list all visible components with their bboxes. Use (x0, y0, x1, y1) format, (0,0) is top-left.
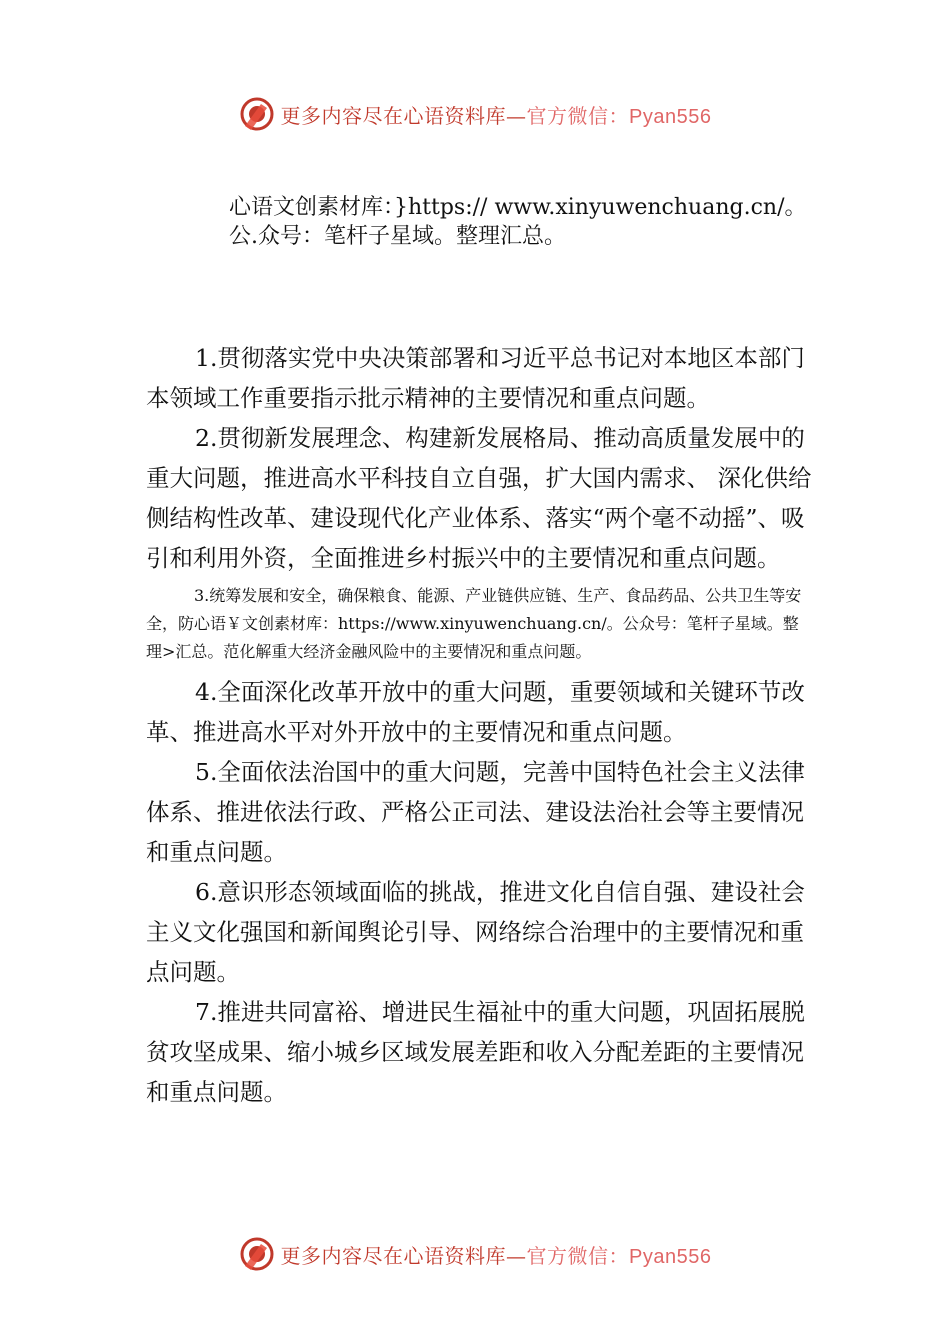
paragraph-5: 5.全面依法治国中的重大问题，完善中国特色社会主义法律体系、推进依法行政、严格公正司法、建设法治社会等主要情况和重点问题。 (146, 758, 805, 866)
header-wechat-id: Pyan556 (629, 105, 712, 128)
paragraph-3: 3.统筹发展和安全，确保粮食、能源、产业链供应链、生产、食品药品、公共卫生等安全，防心语￥文创素材库：https://www.xinyuwenchuang.cn/。公众号：笔杆子星域。整理>汇总。范化解重大经济金融风险中的主要情况和重点问题。 (146, 586, 802, 661)
header-banner-text (281, 100, 712, 129)
source-note: 心语文创素材库：}https:// www.xinyuwenchuang.cn/。公.众号：笔杆子星域。整理汇总。 (229, 195, 807, 249)
footer-banner-text (281, 1240, 712, 1269)
paragraph-7: 7.推进共同富裕、增进民生福祉中的重大问题，巩固拓展脱贫攻坚成果、缩小城乡区域发展差距和收入分配差距的主要情况和重点问题。 (146, 998, 805, 1106)
footer-wechat-label: 官方微信： (526, 1243, 630, 1268)
footer-wechat-id: Pyan556 (629, 1245, 712, 1268)
header-wechat-label: 官方微信： (526, 103, 630, 128)
header-banner-title: 更多内容尽在心语资料库— (280, 103, 527, 128)
header-banner (0, 94, 950, 134)
footer-banner-title: 更多内容尽在心语资料库— (280, 1243, 527, 1268)
paragraph-1: 1.贯彻落实党中央决策部署和习近平总书记对本地区本部门本领域工作重要指示批示精神的主要情况和重点问题。 (146, 344, 805, 412)
pen-nib-logo-icon (239, 1236, 275, 1272)
paragraph-4: 4.全面深化改革开放中的重大问题，重要领域和关键环节改革、推进高水平对外开放中的主要情况和重点问题。 (146, 678, 805, 746)
footer-banner (0, 1234, 950, 1274)
paragraph-6: 6.意识形态领域面临的挑战，推进文化自信自强、建设社会主义文化强国和新闻舆论引导、网络综合治理中的主要情况和重点问题。 (146, 878, 805, 986)
paragraph-2: 2.贯彻新发展理念、构建新发展格局、推动高质量发展中的重大问题，推进高水平科技自立自强，扩大国内需求、 深化供给侧结构性改革、建设现代化产业体系、落实“两个毫不动摇”、吸引和利用外资，全面推进乡村振兴中的主要情况和重点问题。 (146, 424, 812, 572)
pen-nib-logo-icon (239, 96, 275, 132)
document-body (146, 338, 812, 1112)
